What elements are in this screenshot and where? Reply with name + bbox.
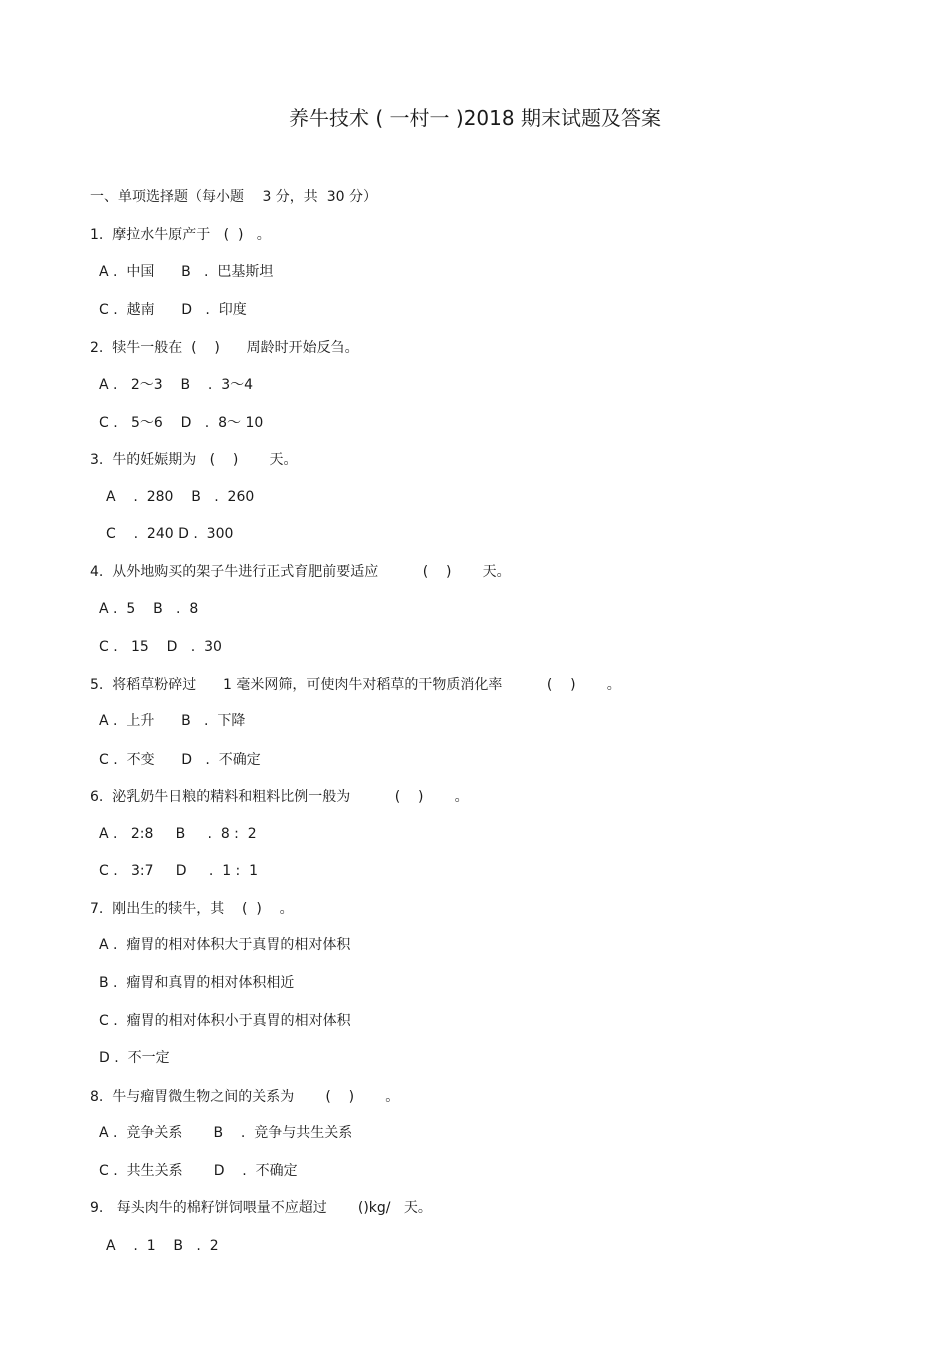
question-8-options-row-1: A . 竞争关系 B . 竞争与共生关系: [99, 1125, 353, 1141]
question-8-options-row-2: C . 共生关系 D . 不确定: [99, 1163, 298, 1179]
question-7-option-b: B . 瘤胃和真胃的相对体积相近: [99, 975, 295, 991]
question-6-options-row-1: A . 2:8 B . 8 : 2: [99, 826, 257, 842]
question-6-options-row-2: C . 3:7 D . 1 : 1: [99, 863, 259, 879]
question-9-options-row-1: A . 1 B . 2: [106, 1238, 219, 1254]
question-2-options-row-1: A . 2～3 B . 3～4: [99, 377, 254, 393]
page-title: 养牛技术 ( 一村一 )2018 期末试题及答案: [289, 106, 661, 130]
question-1-options-row-1: A . 中国 B . 巴基斯坦: [99, 264, 274, 280]
question-stem-4: 4. 从外地购买的架子牛进行正式育肥前要适应 ( ) 天。: [90, 564, 511, 580]
question-stem-7: 7. 刚出生的犊牛，其 ( ) 。: [90, 901, 294, 917]
question-5-options-row-1: A . 上升 B . 下降: [99, 713, 246, 729]
question-3-options-row-2: C . 240 D . 300: [106, 526, 234, 542]
question-stem-1: 1. 摩拉水牛原产于 ( ) 。: [90, 227, 271, 243]
question-stem-3: 3. 牛的妊娠期为 ( ) 天。: [90, 452, 298, 468]
question-stem-9: 9. 每头肉牛的棉籽饼饲喂量不应超过 ()kg/ 天。: [90, 1200, 432, 1216]
question-stem-6: 6. 泌乳奶牛日粮的精料和粗料比例一般为 ( ) 。: [90, 789, 469, 805]
question-7-option-c: C . 瘤胃的相对体积小于真胃的相对体积: [99, 1013, 351, 1029]
question-4-options-row-1: A . 5 B . 8: [99, 601, 199, 617]
question-1-options-row-2: C . 越南 D . 印度: [99, 302, 247, 318]
question-3-options-row-1: A . 280 B . 260: [106, 489, 255, 505]
section-heading: 一、单项选择题（每小题 3 分，共 30 分）: [90, 189, 377, 205]
question-7-option-a: A . 瘤胃的相对体积大于真胃的相对体积: [99, 937, 351, 953]
question-5-options-row-2: C . 不变 D . 不确定: [99, 752, 261, 768]
question-4-options-row-2: C . 15 D . 30: [99, 639, 222, 655]
question-stem-5: 5. 将稻草粉碎过 1 毫米网筛，可使肉牛对稻草的干物质消化率 ( ) 。: [90, 677, 621, 693]
question-stem-2: 2. 犊牛一般在 ( ) 周龄时开始反刍。: [90, 340, 359, 356]
question-2-options-row-2: C . 5～6 D . 8～ 10: [99, 415, 264, 431]
question-7-option-d: D . 不一定: [99, 1050, 170, 1066]
question-stem-8: 8. 牛与瘤胃微生物之间的关系为 ( ) 。: [90, 1089, 400, 1105]
